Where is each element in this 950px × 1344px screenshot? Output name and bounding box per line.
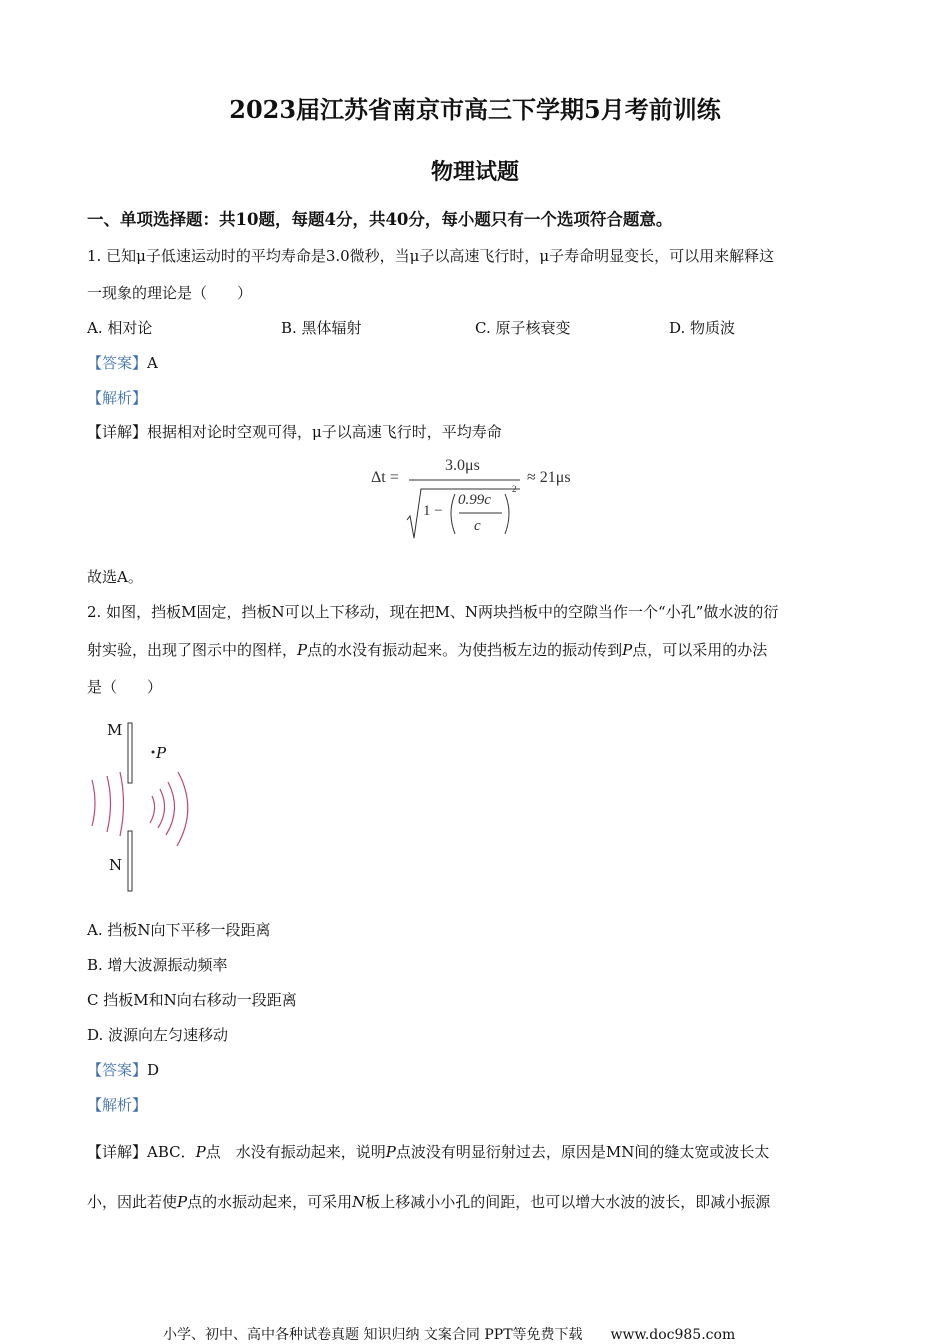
section-heading: 一、单项选择题：共10题，每题4分，共40分，每小题只有一个选项符合题意。 [87,210,673,229]
q1-option-a: A. 相对论 [87,319,153,337]
q2-stem-line3: 是（ ） [87,678,163,696]
label-m: M [107,721,123,739]
q1-stem-line2: 一现象的理论是（ ） [87,284,253,302]
q2-answer [87,1060,159,1080]
formula-power: 2 [512,484,517,494]
q2-detail-line2: 小，因此若使P点的水振动起来，可采用N板上移减小小孔的间距，也可以增大水波的波长，即减小振源 [87,1193,771,1211]
answer-value: A [147,354,158,372]
q1-detail [87,422,502,442]
q1-conclusion: 故选A。 [87,568,143,586]
formula-one-minus: 1 − [423,503,443,519]
q2-figure [80,710,210,900]
q1-analysis-tag: 【解析】 [87,389,148,407]
formula-lhs: Δt = [371,469,399,486]
formula-numerator: 3.0μs [445,457,480,474]
q2-option-a: A. 挡板N向下平移一段距离 [87,921,271,939]
diffraction-diagram [80,710,210,900]
q2-stem-line1: 2. 如图，挡板M固定，挡板N可以上下移动，现在把M、N两块挡板中的空隙当作一个“小孔”做水波的衍 [87,603,779,621]
q2-analysis-tag: 【解析】 [87,1096,148,1114]
q1-option-d: D. 物质波 [669,319,736,337]
q2-detail-line1: 【详解】ABC．P点 水没有振动起来，说明P点波没有明显衍射过去，原因是MN间的缝太宽或波长太 [87,1143,770,1161]
document-subtitle: 物理试题 [430,159,519,185]
formula-result: ≈ 21μs [527,469,571,486]
formula-inner-numerator: 0.99c [458,492,491,508]
q1-answer [87,353,158,373]
answer-tag: 【答案】 [87,354,148,372]
q1-stem-line1: 1. 已知μ子低速运动时的平均寿命是3.0微秒，当μ子以高速飞行时，μ子寿命明显变长，可以用来解释这 [87,247,775,265]
answer-value: D [147,1061,160,1079]
detail-tag: 【详解】 [87,423,148,441]
label-p: P [156,744,167,762]
detail-text: 根据相对论时空观可得，μ子以高速飞行时，平均寿命 [147,423,502,441]
document-title: 2023届江苏省南京市高三下学期5月考前训练 [229,95,721,124]
page-footer: 小学、初中、高中各种试卷真题 知识归纳 文案合同 PPT等免费下载 www.doc985.com [163,1327,736,1343]
answer-tag: 【答案】 [87,1061,148,1079]
label-n: N [109,856,123,874]
q1-option-c: C. 原子核衰变 [475,319,571,337]
q2-option-b: B. 增大波源振动频率 [87,956,228,974]
q1-option-b: B. 黑体辐射 [281,319,362,337]
q2-option-d: D. 波源向左匀速移动 [87,1026,229,1044]
q2-option-c: C 挡板M和N向右移动一段距离 [87,991,297,1009]
formula-inner-denominator: c [474,518,481,534]
q2-stem-line2: 射实验，出现了图示中的图样，P点的水没有振动起来。为使挡板左边的振动传到P点，可以采用的办法 [87,641,768,659]
